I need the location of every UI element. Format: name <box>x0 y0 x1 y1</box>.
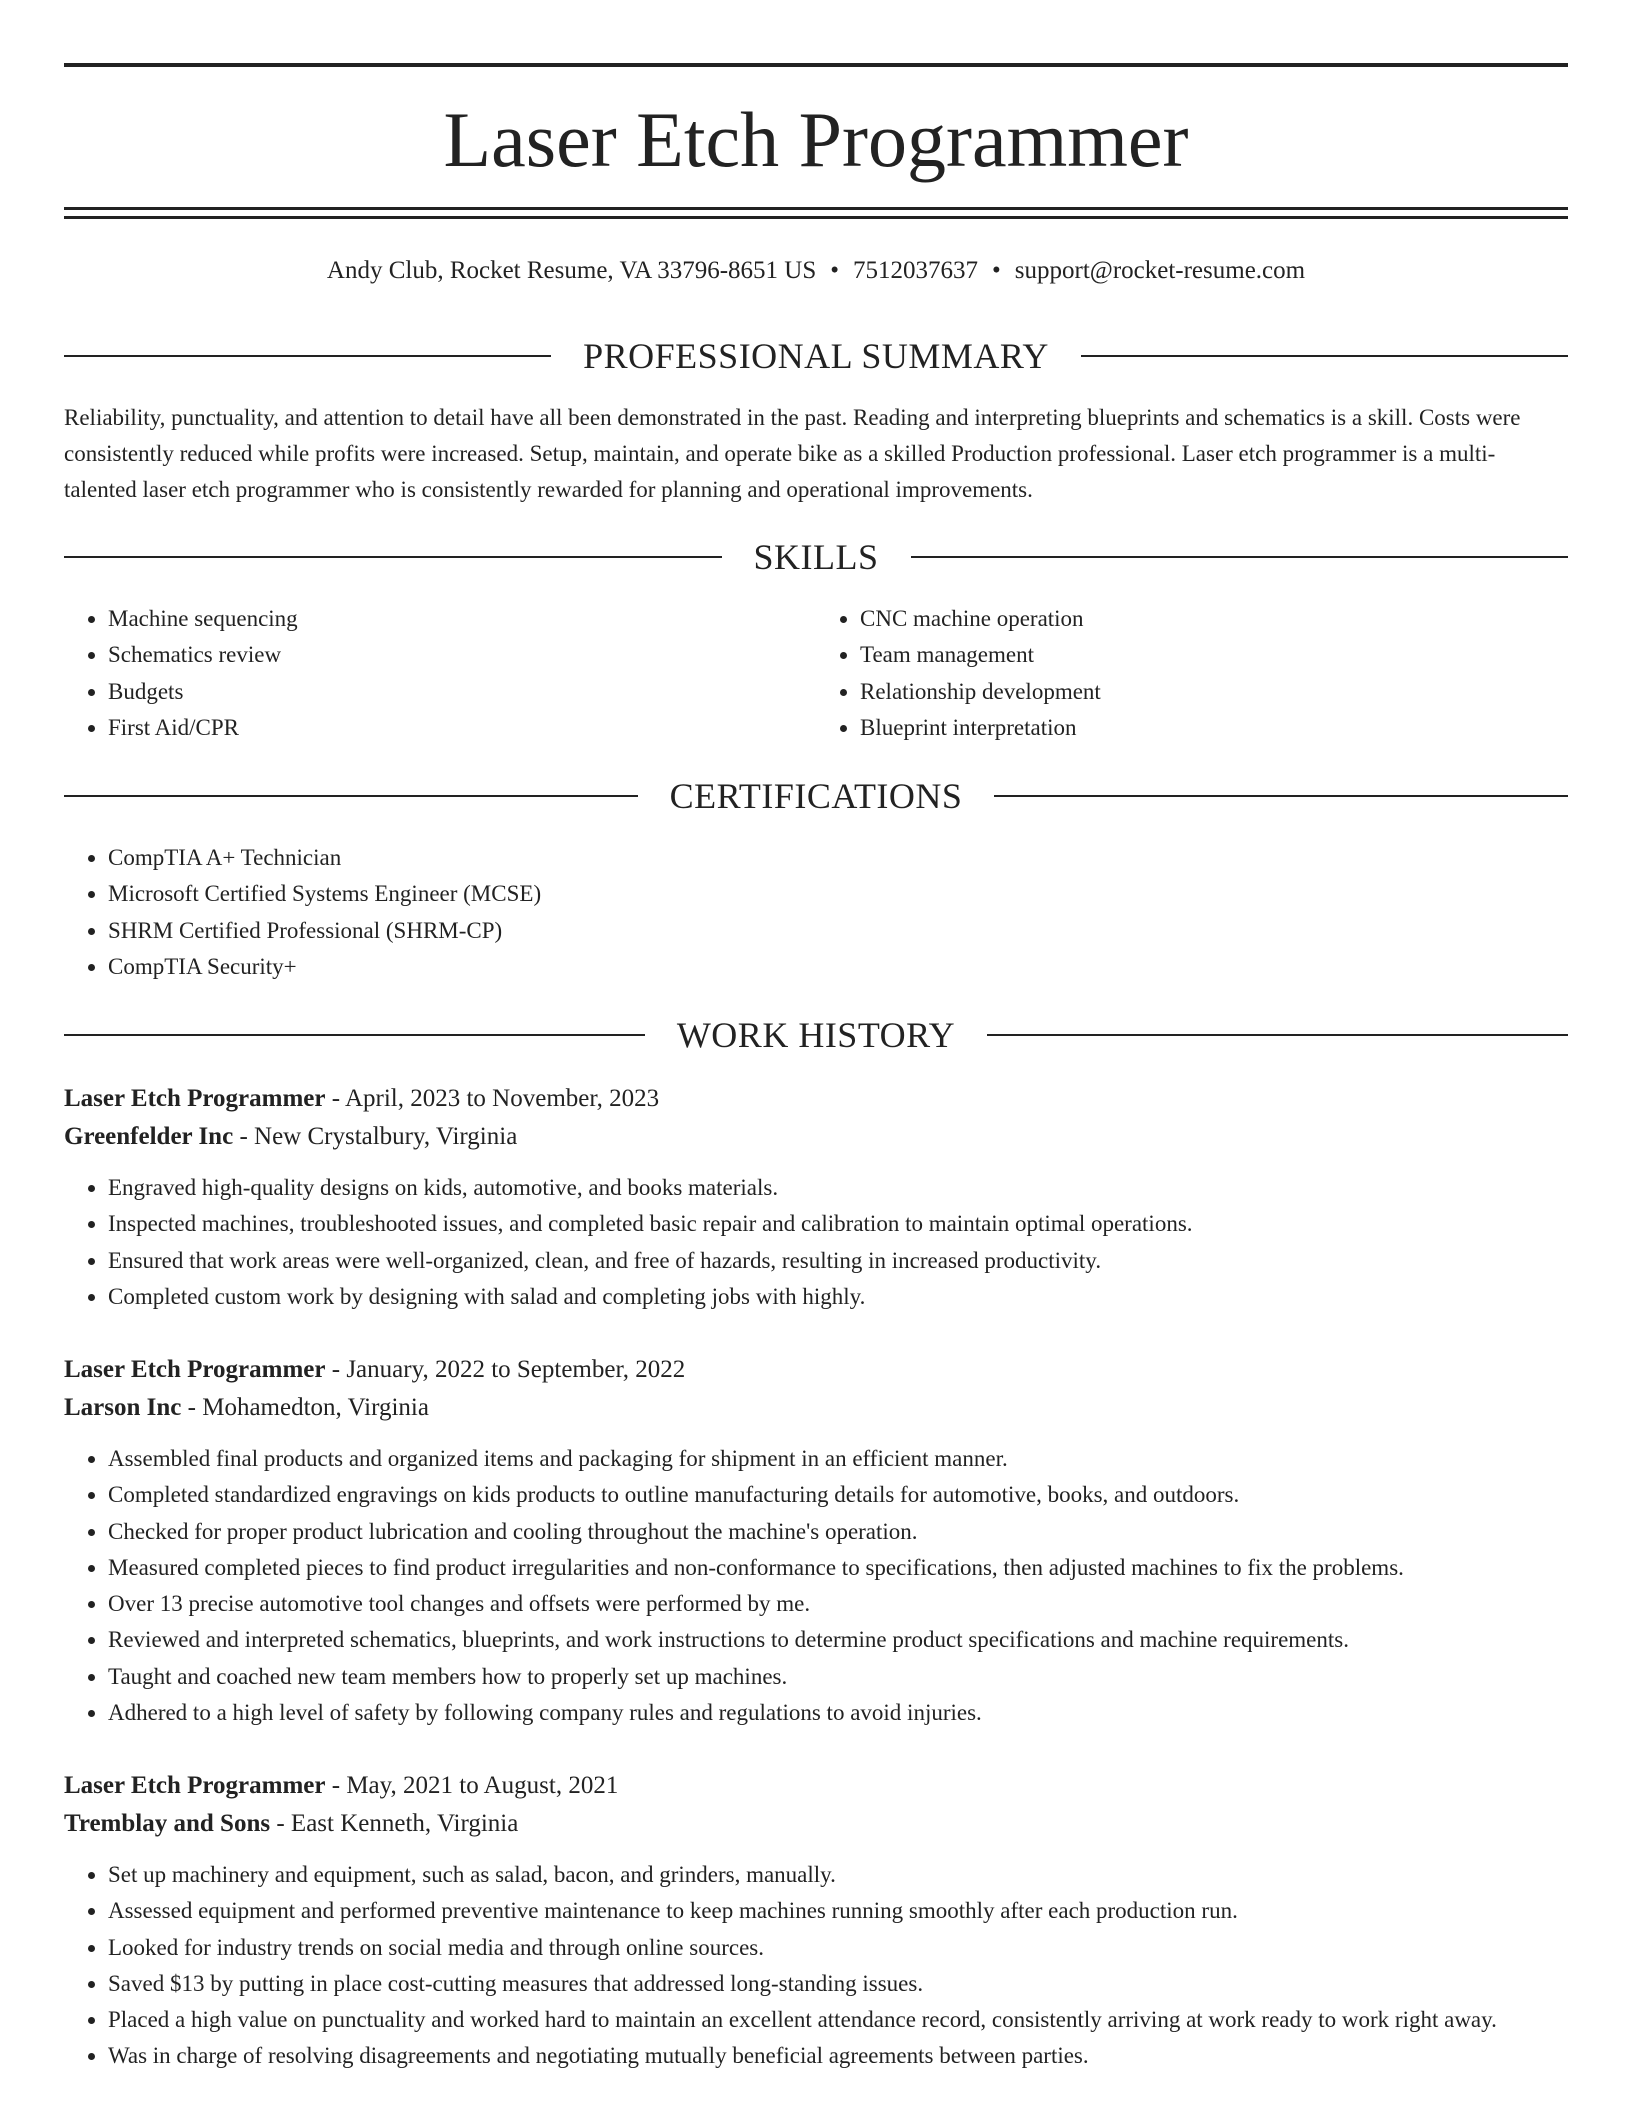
job-company-line <box>64 1805 1568 1843</box>
contact-phone: 7512037637 <box>853 257 979 284</box>
list-item: • Completed custom work by designing with salad and completing jobs with highly. <box>108 1279 1568 1315</box>
list-item: • Relationship development <box>860 674 1568 710</box>
list-item: • Machine sequencing <box>108 601 816 637</box>
certifications-list <box>64 840 1568 985</box>
certifications-heading-label: CERTIFICATIONS <box>669 776 963 816</box>
job-duties-list <box>64 1170 1568 1315</box>
job-location: - East Kenneth, Virginia <box>276 1810 519 1837</box>
heading-rule-left <box>64 1034 645 1036</box>
list-item: • Schematics review <box>108 637 816 673</box>
heading-rule-left <box>64 795 638 797</box>
list-item: • Inspected machines, troubleshooted issues, and completed basic repair and calibration to maintain optimal operations. <box>108 1206 1568 1242</box>
professional-summary-text: Reliability, punctuality, and attention to detail have all been demonstrated in the past. Reading and interpreting blueprints and schematics is a skill. Costs were consistently reduced while profits were increased. Setup, maintain, and operate bike as a skilled Production professional. Laser etch programmer is a multi-talented laser etch programmer who is consistently rewarded for planning and operational improvements. <box>64 405 1521 502</box>
list-item: • Completed standardized engravings on kids products to outline manufacturing details for automotive, books, and outdoors. <box>108 1477 1568 1513</box>
list-item: • Set up machinery and equipment, such as salad, bacon, and grinders, manually. <box>108 1857 1568 1893</box>
skills-list-left <box>64 601 816 746</box>
job-title-line <box>64 1080 1568 1118</box>
job-title-line <box>64 1767 1568 1805</box>
job-dates: - May, 2021 to August, 2021 <box>331 1772 619 1799</box>
job-dates: - April, 2023 to November, 2023 <box>331 1085 660 1112</box>
contact-email: support@rocket-resume.com <box>1014 257 1306 284</box>
summary-section-heading <box>64 334 1568 378</box>
skills-heading-label: SKILLS <box>753 537 879 577</box>
list-item: • Looked for industry trends on social media and through online sources. <box>108 1930 1568 1966</box>
job-company: Greenfelder Inc <box>64 1123 234 1150</box>
list-item: • Reviewed and interpreted schematics, blueprints, and work instructions to determine product specifications and machine requirements. <box>108 1622 1568 1658</box>
contact-separator: • <box>830 257 840 284</box>
list-item: • Saved $13 by putting in place cost-cutting measures that addressed long-standing issues. <box>108 1966 1568 2002</box>
list-item: • Team management <box>860 637 1568 673</box>
heading-rule-right <box>987 1034 1568 1036</box>
heading-rule-left <box>64 556 722 558</box>
list-item: • Budgets <box>108 674 816 710</box>
skills-list-right <box>816 601 1568 746</box>
list-item: • CompTIA Security+ <box>108 949 1568 985</box>
list-item: • Blueprint interpretation <box>860 710 1568 746</box>
job-title: Laser Etch Programmer <box>64 1085 326 1112</box>
heading-rule-left <box>64 355 551 357</box>
job-company-line <box>64 1118 1568 1156</box>
list-item: • Microsoft Certified Systems Engineer (MCSE) <box>108 876 1568 912</box>
job-company: Larson Inc <box>64 1394 182 1421</box>
job-title: Laser Etch Programmer <box>64 1356 326 1383</box>
contact-separator: • <box>992 257 1001 284</box>
job-title: Laser Etch Programmer <box>64 1772 326 1799</box>
work-history-section-heading <box>64 1013 1568 1057</box>
heading-rule-right <box>911 556 1569 558</box>
list-item: • Engraved high-quality designs on kids, automotive, and books materials. <box>108 1170 1568 1206</box>
skills-column-left <box>64 601 816 746</box>
list-item: • Adhered to a high level of safety by following company rules and regulations to avoid injuries. <box>108 1695 1568 1731</box>
list-item: • First Aid/CPR <box>108 710 816 746</box>
heading-rule-right <box>994 795 1568 797</box>
job-duties-list <box>64 1441 1568 1731</box>
list-item: • Over 13 precise automotive tool changes and offsets were performed by me. <box>108 1586 1568 1622</box>
skills-list <box>64 601 1568 746</box>
job-duties-list <box>64 1857 1568 2075</box>
job-dates: - January, 2022 to September, 2022 <box>331 1356 686 1383</box>
list-item: • Ensured that work areas were well-organized, clean, and free of hazards, resulting in increased productivity. <box>108 1243 1568 1279</box>
skills-column-right <box>816 601 1568 746</box>
job-entry <box>64 1767 1568 2075</box>
job-entry <box>64 1351 1568 1731</box>
list-item: • Placed a high value on punctuality and worked hard to maintain an excellent attendance record, consistently arriving at work ready to work right away. <box>108 2002 1568 2038</box>
job-location: - New Crystalbury, Virginia <box>239 1123 518 1150</box>
skills-section-heading <box>64 535 1568 579</box>
list-item: • CompTIA A+ Technician <box>108 840 1568 876</box>
job-company-line <box>64 1389 1568 1427</box>
job-company: Tremblay and Sons <box>64 1810 271 1837</box>
job-title-line <box>64 1351 1568 1389</box>
job-location: - Mohamedton, Virginia <box>187 1394 429 1421</box>
work-history-heading-label: WORK HISTORY <box>676 1015 956 1055</box>
top-rule <box>64 63 1568 67</box>
list-item: • CNC machine operation <box>860 601 1568 637</box>
list-item: • Checked for proper product lubrication and cooling throughout the machine's operation. <box>108 1514 1568 1550</box>
heading-rule-right <box>1081 355 1568 357</box>
title-double-rule <box>64 207 1568 219</box>
contact-line <box>64 254 1568 288</box>
list-item: • Was in charge of resolving disagreements and negotiating mutually beneficial agreements between parties. <box>108 2038 1568 2074</box>
resume-title: Laser Etch Programmer <box>443 96 1189 183</box>
summary-heading-label: PROFESSIONAL SUMMARY <box>583 336 1049 376</box>
job-entry <box>64 1080 1568 1315</box>
list-item: • SHRM Certified Professional (SHRM-CP) <box>108 913 1568 949</box>
certifications-items <box>64 840 1568 985</box>
list-item: • Taught and coached new team members how to properly set up machines. <box>108 1659 1568 1695</box>
list-item: • Assembled final products and organized items and packaging for shipment in an efficient manner. <box>108 1441 1568 1477</box>
list-item: • Assessed equipment and performed preventive maintenance to keep machines running smoothly after each production run. <box>108 1893 1568 1929</box>
certifications-section-heading <box>64 774 1568 818</box>
contact-address: Andy Club, Rocket Resume, VA 33796-8651 US <box>326 257 817 284</box>
list-item: • Measured completed pieces to find product irregularities and non-conformance to specifications, then adjusted machines to fix the problems. <box>108 1550 1568 1586</box>
